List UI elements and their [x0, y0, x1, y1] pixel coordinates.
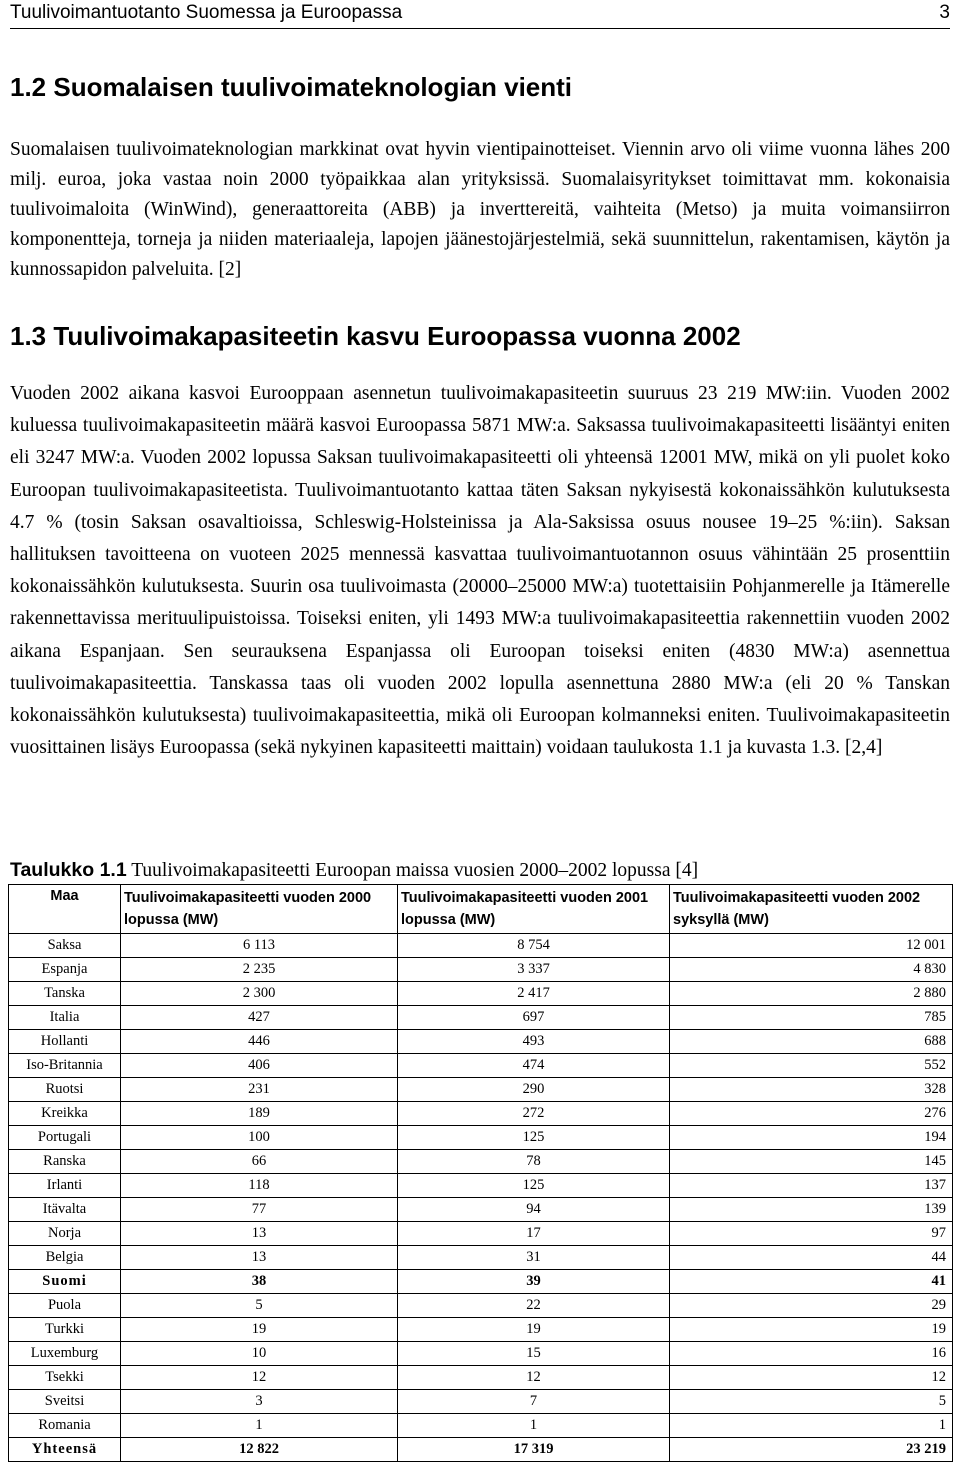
table-caption-text: Tuulivoimakapasiteetti Euroopan maissa vuosien 2000–2002 lopussa [4] — [126, 860, 699, 881]
capacity-cell: 12 — [398, 1366, 670, 1390]
column-header-2001: Tuulivoimakapasiteetti vuoden 2001 lopussa (MW) — [398, 885, 670, 934]
country-cell: Sveitsi — [9, 1390, 121, 1414]
table-row — [9, 1246, 953, 1270]
country-cell: Turkki — [9, 1318, 121, 1342]
capacity-cell: 39 — [398, 1270, 670, 1294]
capacity-cell: 100 — [121, 1126, 398, 1150]
table-caption — [10, 857, 950, 884]
country-cell: Iso-Britannia — [9, 1054, 121, 1078]
capacity-cell: 13 — [121, 1222, 398, 1246]
table-row — [9, 982, 953, 1006]
country-cell: Ranska — [9, 1150, 121, 1174]
country-cell: Hollanti — [9, 1030, 121, 1054]
capacity-cell: 5 — [121, 1294, 398, 1318]
capacity-cell: 231 — [121, 1078, 398, 1102]
table-row — [9, 1126, 953, 1150]
capacity-cell: 16 — [670, 1342, 953, 1366]
table-row — [9, 1030, 953, 1054]
capacity-cell: 12 — [670, 1366, 953, 1390]
capacity-cell: 406 — [121, 1054, 398, 1078]
capacity-cell: 23 219 — [670, 1438, 953, 1462]
table-row — [9, 1198, 953, 1222]
country-cell: Espanja — [9, 958, 121, 982]
capacity-cell: 3 337 — [398, 958, 670, 982]
capacity-table — [8, 884, 953, 1462]
capacity-cell: 4 830 — [670, 958, 953, 982]
capacity-cell: 446 — [121, 1030, 398, 1054]
capacity-cell: 328 — [670, 1078, 953, 1102]
country-cell: Irlanti — [9, 1174, 121, 1198]
capacity-cell: 688 — [670, 1030, 953, 1054]
capacity-cell: 189 — [121, 1102, 398, 1126]
page-number: 3 — [939, 2, 950, 23]
capacity-cell: 1 — [670, 1414, 953, 1438]
capacity-cell: 290 — [398, 1078, 670, 1102]
table-row — [9, 934, 953, 958]
country-cell: Itävalta — [9, 1198, 121, 1222]
capacity-cell: 2 300 — [121, 982, 398, 1006]
table-caption-label: Taulukko 1.1 — [10, 859, 127, 881]
capacity-cell: 272 — [398, 1102, 670, 1126]
country-cell: Saksa — [9, 934, 121, 958]
capacity-cell: 493 — [398, 1030, 670, 1054]
country-cell: Ruotsi — [9, 1078, 121, 1102]
table-row — [9, 1222, 953, 1246]
table-row — [9, 1150, 953, 1174]
table-row — [9, 1078, 953, 1102]
table-row — [9, 1366, 953, 1390]
capacity-cell: 276 — [670, 1102, 953, 1126]
capacity-cell: 6 113 — [121, 934, 398, 958]
capacity-cell: 2 235 — [121, 958, 398, 982]
capacity-cell: 125 — [398, 1174, 670, 1198]
capacity-cell: 5 — [670, 1390, 953, 1414]
capacity-cell: 66 — [121, 1150, 398, 1174]
table-row — [9, 958, 953, 982]
capacity-cell: 94 — [398, 1198, 670, 1222]
capacity-cell: 19 — [670, 1318, 953, 1342]
capacity-cell: 38 — [121, 1270, 398, 1294]
capacity-cell: 552 — [670, 1054, 953, 1078]
capacity-cell: 125 — [398, 1126, 670, 1150]
table-row — [9, 1174, 953, 1198]
country-cell: Norja — [9, 1222, 121, 1246]
country-cell: Portugali — [9, 1126, 121, 1150]
column-header-country: Maa — [9, 885, 121, 934]
table-row — [9, 1054, 953, 1078]
running-header — [10, 0, 950, 29]
table-row — [9, 1102, 953, 1126]
column-header-2000: Tuulivoimakapasiteetti vuoden 2000 lopussa (MW) — [121, 885, 398, 934]
capacity-cell: 2 880 — [670, 982, 953, 1006]
capacity-cell: 137 — [670, 1174, 953, 1198]
capacity-cell: 697 — [398, 1006, 670, 1030]
capacity-cell: 3 — [121, 1390, 398, 1414]
paragraph-1-3: Vuoden 2002 aikana kasvoi Eurooppaan asennetun tuulivoimakapasiteetin suuruus 23 219 MW:iin. Vuoden 2002 kuluessa tuulivoimakapasiteetin määrä kasvoi Euroopassa 5871 MW:a. Saksassa tuulivoimakapasiteetti lisääntyi eniten eli 3247 MW:a. Vuoden 2002 lopussa Saksan tuulivoimakapasiteetti oli yhteensä 12001 MW, mikä on yli puolet koko Euroopan tuulivoimakapasiteetista. Tuulivoimantuotanto kattaa täten Saksan nykyisestä kokonaissähkön kulutuksesta 4.7 % (tosin Saksan osavaltioissa, Schleswig-Holsteinissa ja Ala-Saksissa osuus nousee 19–25 %:iin). Saksan hallituksen tavoitteena on vuoteen 2025 mennessä kasvattaa tuulivoimantuotannon osuus vähintään 25 prosenttiin kokonaissähkön kulutuksesta. Suurin osa tuulivoimasta (20000–25000 MW:a) tuotettaisiin Pohjanmerelle ja Itämerelle rakennettavissa merituulipuistoissa. Toiseksi eniten, yli 1493 MW:a tuulivoimakapasiteettia rakennettiin vuoden 2002 aikana Espanjaan. Sen seurauksena Espanjassa oli Euroopan toiseksi eniten (4830 MW:a) asennettua tuulivoimakapasiteettia. Tanskassa taas oli vuoden 2002 lopulla asennettuna 2880 MW:a (eli 20 % Tanskan kokonaissähkön kulutuksesta) tuulivoimakapasiteettia, mikä oli Euroopan kolmanneksi eniten. Tuulivoimakapasiteetin vuosittainen lisäys Euroopassa (sekä nykyinen kapasiteetti maittain) voidaan taulukosta 1.1 ja kuvasta 1.3. [2,4] — [10, 383, 950, 759]
table-row — [9, 1006, 953, 1030]
section-heading-1-3: 1.3 Tuulivoimakapasiteetin kasvu Euroopassa vuonna 2002 — [10, 321, 741, 351]
capacity-cell: 785 — [670, 1006, 953, 1030]
capacity-cell: 10 — [121, 1342, 398, 1366]
capacity-cell: 2 417 — [398, 982, 670, 1006]
country-cell: Yhteensä — [9, 1438, 121, 1462]
country-cell: Belgia — [9, 1246, 121, 1270]
capacity-cell: 19 — [121, 1318, 398, 1342]
capacity-cell: 13 — [121, 1246, 398, 1270]
capacity-cell: 8 754 — [398, 934, 670, 958]
header-title: Tuulivoimantuotanto Suomessa ja Euroopassa — [10, 2, 403, 23]
section-heading-1-2: 1.2 Suomalaisen tuulivoimateknologian vienti — [10, 72, 573, 102]
capacity-cell: 145 — [670, 1150, 953, 1174]
capacity-cell: 41 — [670, 1270, 953, 1294]
country-cell: Suomi — [9, 1270, 121, 1294]
capacity-cell: 427 — [121, 1006, 398, 1030]
capacity-cell: 194 — [670, 1126, 953, 1150]
capacity-cell: 44 — [670, 1246, 953, 1270]
capacity-cell: 31 — [398, 1246, 670, 1270]
capacity-cell: 15 — [398, 1342, 670, 1366]
capacity-cell: 19 — [398, 1318, 670, 1342]
capacity-cell: 12 001 — [670, 934, 953, 958]
country-cell: Tsekki — [9, 1366, 121, 1390]
table-row — [9, 1294, 953, 1318]
capacity-cell: 29 — [670, 1294, 953, 1318]
capacity-cell: 17 — [398, 1222, 670, 1246]
capacity-cell: 77 — [121, 1198, 398, 1222]
paragraph-1-2: Suomalaisen tuulivoimateknologian markkinat ovat hyvin vientipainotteiset. Viennin arvo oli viime vuonna lähes 200 milj. euroa, joka vastaa noin 2000 työpaikkaa alan yrityksissä. Suomalaisyritykset toimittavat mm. kokonaisia tuulivoimaloita (WinWind), generaattoreita (ABB) ja inverttereitä, vaihteita (Metso) ja muita voimansiirron komponentteja, torneja ja niiden materiaaleja, lapojen jäänestojärjestelmiä, sekä suunnittelun, rakentamisen, käytön ja kunnossapidon palveluita. [2] — [10, 139, 950, 280]
table-row — [9, 1270, 953, 1294]
capacity-cell: 12 — [121, 1366, 398, 1390]
table-body — [9, 934, 953, 1462]
country-cell: Luxemburg — [9, 1342, 121, 1366]
capacity-cell: 97 — [670, 1222, 953, 1246]
capacity-cell: 7 — [398, 1390, 670, 1414]
country-cell: Tanska — [9, 982, 121, 1006]
column-header-2002: Tuulivoimakapasiteetti vuoden 2002 syksyllä (MW) — [670, 885, 953, 934]
capacity-cell: 12 822 — [121, 1438, 398, 1462]
country-cell: Kreikka — [9, 1102, 121, 1126]
capacity-cell: 1 — [121, 1414, 398, 1438]
capacity-cell: 474 — [398, 1054, 670, 1078]
table-row — [9, 1390, 953, 1414]
table-row — [9, 1342, 953, 1366]
capacity-cell: 1 — [398, 1414, 670, 1438]
country-cell: Romania — [9, 1414, 121, 1438]
table-row — [9, 1414, 953, 1438]
capacity-cell: 78 — [398, 1150, 670, 1174]
capacity-cell: 118 — [121, 1174, 398, 1198]
capacity-cell: 17 319 — [398, 1438, 670, 1462]
capacity-cell: 22 — [398, 1294, 670, 1318]
table-row — [9, 1438, 953, 1462]
table-row — [9, 1318, 953, 1342]
country-cell: Italia — [9, 1006, 121, 1030]
capacity-cell: 139 — [670, 1198, 953, 1222]
country-cell: Puola — [9, 1294, 121, 1318]
table-header-row — [9, 885, 953, 934]
